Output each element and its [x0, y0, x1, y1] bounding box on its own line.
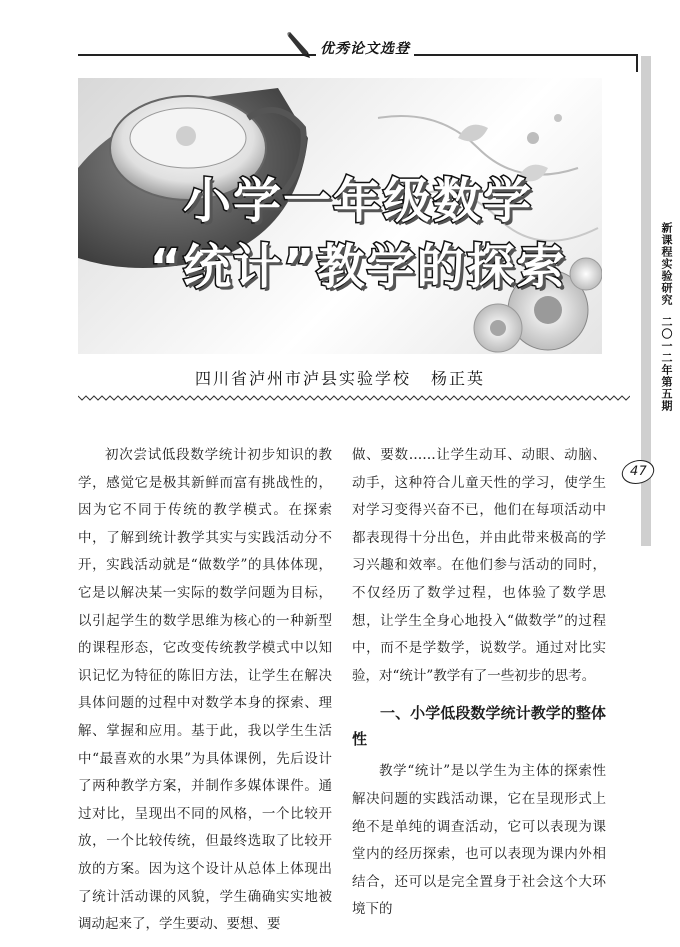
section-heading: 一、小学低段数学统计教学的整体性: [352, 704, 606, 749]
paragraph: 做、要数……让学生动耳、动眼、动脑、动手，这种符合儿童天性的学习，使学生对学习变得兴奋不已，他们在每项活动中都表现得十分出色，并由此带来极高的学习兴趣和效率。在他们参与活动的同时，不仅经历了数学过程，也体验了数学思想，让学生全身心地投入“做数学”的过程中，而不是学数学，说数学。通过对比实验，对“统计”教学有了一些初步的思考。: [352, 447, 606, 684]
article-title-line-2: “统计”教学的探索: [149, 239, 567, 295]
school-name: 四川省泸州市泸县实验学校: [194, 369, 411, 388]
title-banner-image: [78, 78, 602, 354]
column-title: 优秀论文选登: [316, 38, 414, 58]
byline: [78, 366, 602, 389]
issue-label: 二〇一二年第五期: [660, 316, 673, 412]
author-name: 杨正英: [431, 369, 486, 388]
article-title-line-1: 小学一年级数学: [182, 173, 533, 229]
body-column-left: [78, 442, 332, 939]
paragraph: 初次尝试低段数学统计初步知识的教学，感觉它是极其新鲜而富有挑战性的，因为它不同于传统的教学模式。在探索中，了解到统计教学其实与实践活动分不开，实践活动就是“做数学”的具体体现，它是以解决某一实际的数学问题为目标，以引起学生的数学思维为核心的一种新型的课程形态，它改变传统教学模式中以知识记忆为特征的陈旧方法，让学生在解决具体问题的过程中对数学本身的探索、理解、掌握和应用。基于此，我以学生生活中“最喜欢的水果”为具体课例，先后设计了两种教学方案，并制作多媒体课件。通过对比，呈现出不同的风格，一个比较开放，一个比较传统，但最终选取了比较开放的方案。因为这个设计从总体上体现出了统计活动课的风貌，学生确确实实地被调动起来了，学生要动、要想、要: [78, 447, 332, 933]
wavy-divider: [78, 392, 630, 404]
page-header: [0, 0, 680, 70]
page-number: 47: [619, 460, 656, 484]
journal-name: 新课程实验研究: [660, 222, 673, 306]
paragraph: 教学“统计”是以学生为主体的探索性解决问题的实践活动课，它在呈现形式上绝不是单纯的调查活动，它可以表现为课堂内的经历探索，也可以表现为课内外相结合，还可以是完全置身于社会这个大环境下的: [352, 763, 606, 918]
body-column-right: [352, 442, 606, 924]
header-rule-corner: [636, 54, 638, 72]
